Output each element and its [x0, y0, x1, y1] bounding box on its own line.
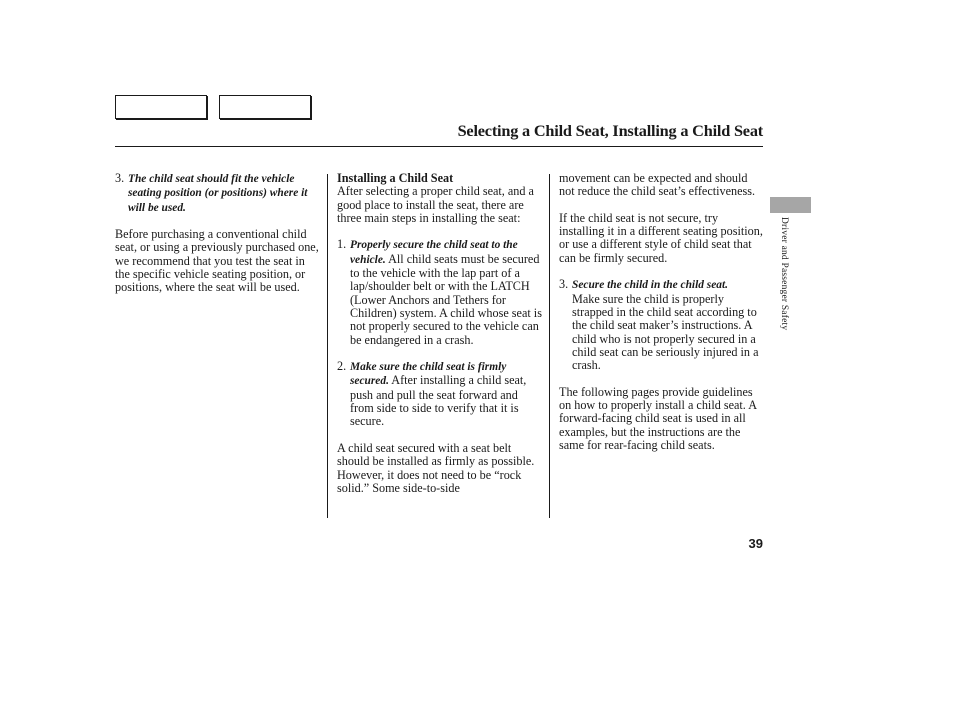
list-number: 1.	[337, 237, 347, 252]
intro-paragraph: After selecting a proper child seat, and a good place to install the seat, there are three main steps in installing the seat:	[337, 184, 534, 225]
list-number: 3.	[115, 171, 125, 185]
list-item-2	[337, 360, 543, 428]
list-item-text: All child seats must be secured to the vehicle with the lap part of a lap/shoulder belt or with the LATCH (Lower Anchors and Tethers for Children) system. A child whose seat is not properly secured to the vehicle can be endangered in a crash.	[350, 251, 542, 347]
list-item-text: After installing a child seat, push and pull the seat forward and from side to side to verify that it is secure.	[350, 373, 527, 429]
column-divider	[327, 174, 328, 518]
column-3	[559, 172, 765, 452]
body-paragraph: If the child seat is not secure, try installing it in a different seating position, or use a different style of child seat that can be firmly secured.	[559, 210, 763, 265]
list-item-3	[559, 278, 765, 372]
list-number: 2.	[337, 359, 347, 374]
page-title: Selecting a Child Seat, Installing a Child Seat	[457, 121, 763, 140]
nav-button-next[interactable]	[219, 95, 311, 119]
list-item-heading: Properly secure the child seat to the vehicle.	[350, 239, 518, 266]
title-rule	[115, 146, 763, 147]
column-divider	[549, 174, 550, 518]
list-item-heading: The child seat should fit the vehicle seating position (or positions) where it will be used.	[128, 173, 308, 214]
body-paragraph: A child seat secured with a seat belt should be installed as firmly as possible. However, it does not need to be “rock solid.” Some side-to-side	[337, 440, 535, 495]
list-item-heading: Secure the child in the child seat.	[572, 279, 728, 292]
column-2	[337, 172, 543, 495]
section-tab-marker	[770, 197, 811, 213]
page-number: 39	[748, 536, 763, 551]
list-item-heading: Make sure the child seat is firmly secured.	[350, 361, 507, 388]
body-paragraph: Before purchasing a conventional child seat, or using a previously purchased one, we recommend that you test the seat in the specific vehicle seating position, or positions, where the seat will be used.	[115, 227, 319, 295]
list-item-1	[337, 238, 543, 346]
section-label: Driver and Passenger Safety	[779, 217, 789, 331]
body-paragraph: The following pages provide guidelines on how to properly install a child seat. A forward-facing child seat is used in all examples, but the instructions are the same for rear-facing child seats.	[559, 384, 757, 452]
list-item-text: Make sure the child is properly strapped in the child seat according to the child seat maker’s instructions. A child who is not properly secured in a child seat can be seriously injured in a crash.	[572, 291, 759, 373]
list-number: 3.	[559, 277, 569, 292]
section-heading: Installing a Child Seat	[337, 171, 454, 185]
list-item-3	[115, 172, 321, 215]
column-1	[115, 172, 321, 295]
continuation-paragraph: movement can be expected and should not reduce the child seat’s effectiveness.	[559, 171, 756, 199]
nav-button-previous[interactable]	[115, 95, 207, 119]
